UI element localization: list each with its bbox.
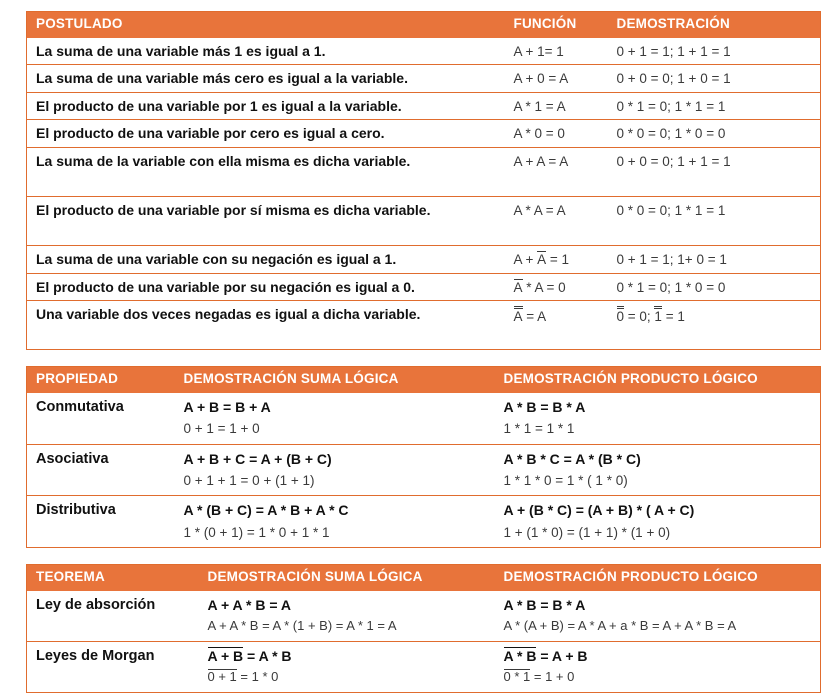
- header-postulado: POSTULADO: [27, 12, 505, 38]
- double-negation-overline: [654, 306, 662, 325]
- cell-funcion: A * A = A: [505, 197, 608, 246]
- teoremas-table-head: [27, 565, 821, 591]
- propiedades-table-head: [27, 367, 821, 393]
- cell-suma-logica: [199, 642, 495, 693]
- negation-overline: A: [513, 279, 523, 295]
- table-header-row: [27, 12, 821, 38]
- negation-overline: A + B: [207, 648, 244, 665]
- cell-funcion: A + A = A: [505, 148, 608, 197]
- negation-overline: 0 + 1: [207, 669, 237, 685]
- cell-producto-logico: [495, 393, 821, 444]
- table-row: [27, 38, 821, 65]
- cell-suma-logica: [175, 393, 495, 444]
- propiedades-table-body: [27, 393, 821, 548]
- table-row: [27, 591, 821, 642]
- cell-demostracion: 0 + 1 = 1; 1 + 1 = 1: [616, 43, 731, 59]
- header-demostracion-producto: DEMOSTRACIÓN PRODUCTO LÓGICO: [495, 565, 821, 591]
- teoremas-table-body: [27, 591, 821, 693]
- cell-postulado: Una variable dos veces negadas es igual a dicha variable.: [27, 301, 505, 350]
- table-row: [27, 246, 821, 274]
- table-row: [27, 65, 821, 93]
- cell-funcion: A + 0 = A: [505, 65, 608, 93]
- teoremas-table: [26, 564, 821, 693]
- double-negation-overline: [617, 306, 625, 325]
- header-propiedad: PROPIEDAD: [27, 367, 175, 393]
- cell-demostracion: 0 + 0 = 0; 1 + 1 = 1: [608, 148, 821, 197]
- cell-propiedad: Conmutativa: [36, 398, 124, 415]
- expr-mid: = 0;: [624, 309, 655, 325]
- cell-postulado: El producto de una variable por su negación es igual a 0.: [27, 273, 505, 301]
- expr-suffix: * A = 0: [522, 279, 566, 295]
- table-row: [27, 444, 821, 496]
- cell-propiedad: Distributiva: [27, 496, 175, 548]
- negation-overline: 0: [616, 309, 625, 325]
- cell-funcion: A + 1= 1: [513, 43, 564, 59]
- table-row: [27, 301, 821, 350]
- header-demostracion-suma: DEMOSTRACIÓN SUMA LÓGICA: [175, 367, 495, 393]
- cell-funcion: [505, 301, 608, 350]
- cell-teorema: Ley de absorción: [36, 597, 156, 614]
- cell-demostracion: 0 + 0 = 0; 1 + 0 = 1: [608, 65, 821, 93]
- cell-postulado: La suma de la variable con ella misma es dicha variable.: [27, 148, 505, 197]
- expression-bold: A * B = B * A: [503, 398, 586, 415]
- cell-funcion: [505, 246, 608, 274]
- expression-bold: [504, 647, 821, 665]
- cell-producto-logico: [495, 642, 821, 693]
- cell-postulado: La suma de una variable más 1 es igual a 1.: [36, 42, 326, 59]
- negation-overline: A * B: [503, 648, 537, 665]
- expression-bold: A + (B * C) = (A + B) * ( A + C): [503, 502, 695, 519]
- cell-postulado: La suma de una variable con su negación es igual a 1.: [27, 246, 505, 274]
- expr-suffix: = A + B: [536, 648, 588, 665]
- cell-demostracion: 0 * 0 = 0; 1 * 0 = 0: [608, 120, 821, 148]
- expr-suffix: = A * B: [243, 648, 292, 665]
- postulados-table: [26, 11, 821, 350]
- header-demostracion-suma: DEMOSTRACIÓN SUMA LÓGICA: [199, 565, 495, 591]
- header-teorema: TEOREMA: [27, 565, 199, 591]
- expression-light: [504, 669, 821, 686]
- postulados-table-body: [27, 38, 821, 350]
- cell-suma-logica: [199, 591, 495, 642]
- cell-funcion: [505, 273, 608, 301]
- double-negation-overline: [514, 306, 523, 325]
- negation-overline: A: [537, 252, 547, 268]
- expr-suffix: = 1 + 0: [530, 669, 575, 685]
- expression-light: A + A * B = A * (1 + B) = A * 1 = A: [207, 618, 397, 634]
- table-row: [27, 393, 821, 444]
- table-header-row: [27, 565, 821, 591]
- expr-prefix: A +: [513, 252, 538, 268]
- table-row: [27, 120, 821, 148]
- cell-demostracion: 0 * 0 = 0; 1 * 1 = 1: [608, 197, 821, 246]
- header-demostracion-producto: DEMOSTRACIÓN PRODUCTO LÓGICO: [495, 367, 821, 393]
- cell-producto-logico: [495, 591, 821, 642]
- cell-suma-logica: [175, 444, 495, 496]
- cell-producto-logico: [495, 496, 821, 548]
- cell-propiedad: Asociativa: [27, 444, 175, 496]
- cell-funcion: A * 1 = A: [505, 92, 608, 120]
- expression-bold: [208, 647, 495, 665]
- negation-overline: 1: [654, 309, 662, 325]
- table-row: [27, 273, 821, 301]
- header-funcion: FUNCIÓN: [505, 12, 608, 38]
- expr-suffix: = 1 * 0: [236, 669, 279, 685]
- table-row: [27, 642, 821, 693]
- expression-bold: A * (B + C) = A * B + A * C: [183, 502, 349, 519]
- expression-bold: A + B = B + A: [183, 398, 271, 415]
- table-row: [27, 148, 821, 197]
- cell-demostracion: [608, 301, 821, 350]
- cell-suma-logica: [175, 496, 495, 548]
- table-row: [27, 92, 821, 120]
- expression-light: 0 + 1 + 1 = 0 + (1 + 1): [183, 472, 315, 488]
- expression-light: 1 * (0 + 1) = 1 * 0 + 1 * 1: [183, 524, 330, 540]
- table-header-row: [27, 367, 821, 393]
- expression-bold: A + A * B = A: [207, 597, 292, 614]
- cell-postulado: El producto de una variable por sí misma es dicha variable.: [27, 197, 505, 246]
- propiedades-table: [26, 366, 821, 548]
- expr-suffix: = A: [522, 309, 547, 325]
- cell-producto-logico: [495, 444, 821, 496]
- cell-demostracion: 0 + 1 = 1; 1+ 0 = 1: [608, 246, 821, 274]
- expression-light: A * (A + B) = A * A + a * B = A + A * B = A: [503, 618, 737, 634]
- postulados-table-head: [27, 12, 821, 38]
- cell-funcion: A * 0 = 0: [505, 120, 608, 148]
- cell-postulado: El producto de una variable por cero es igual a cero.: [27, 120, 505, 148]
- expression-bold: A + B + C = A + (B + C): [183, 450, 332, 467]
- cell-demostracion: 0 * 1 = 0; 1 * 0 = 0: [608, 273, 821, 301]
- cell-demostracion: 0 * 1 = 0; 1 * 1 = 1: [608, 92, 821, 120]
- expr-end: = 1: [661, 309, 685, 325]
- table-row: [27, 197, 821, 246]
- expression-bold: A * B = B * A: [503, 597, 586, 614]
- expression-bold: A * B * C = A * (B * C): [503, 450, 641, 467]
- cell-postulado: La suma de una variable más cero es igual a la variable.: [27, 65, 505, 93]
- table-row: [27, 496, 821, 548]
- expression-light: 0 + 1 = 1 + 0: [183, 421, 260, 437]
- header-demostracion: DEMOSTRACIÓN: [608, 12, 821, 38]
- expression-light: 1 * 1 * 0 = 1 * ( 1 * 0): [503, 472, 628, 488]
- expr-suffix: = 1: [546, 252, 570, 268]
- cell-teorema: Leyes de Morgan: [27, 642, 199, 693]
- negation-overline: A: [513, 309, 523, 325]
- expression-light: 1 * 1 = 1 * 1: [503, 421, 575, 437]
- negation-overline: 0 * 1: [503, 669, 531, 685]
- cell-postulado: El producto de una variable por 1 es igual a la variable.: [27, 92, 505, 120]
- expression-light: 1 + (1 * 0) = (1 + 1) * (1 + 0): [503, 524, 671, 540]
- expression-light: [208, 669, 495, 686]
